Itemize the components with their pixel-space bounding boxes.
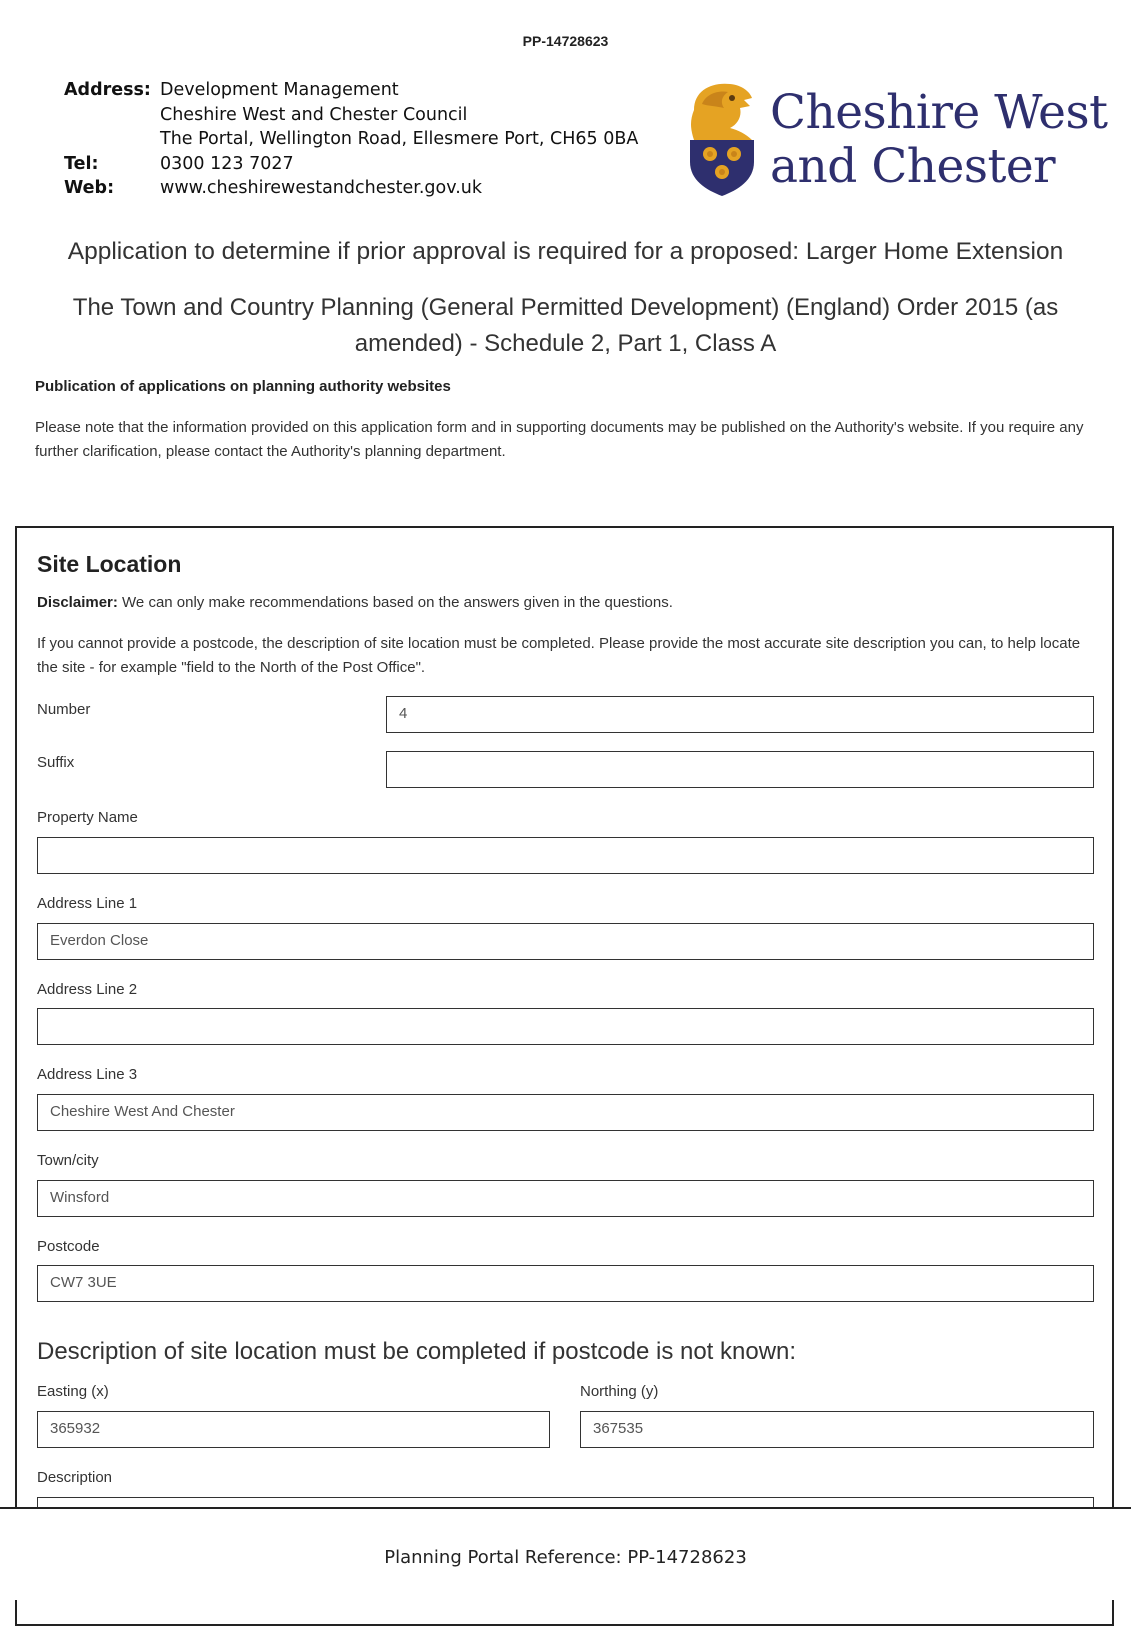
council-crest-icon: [680, 82, 760, 197]
number-label: Number: [37, 701, 91, 718]
disclaimer-text: We can only make recommendations based on the answers given in the questions.: [117, 594, 673, 611]
disclaimer-label: Disclaimer:: [37, 594, 118, 611]
address-line-1: Development Management: [160, 80, 399, 100]
page-subtitle: The Town and Country Planning (General Permitted Development) (England) Order 2015 (as amended) - Schedule 2, Part 1, Class A: [72, 294, 1059, 357]
address-label: Address:: [64, 80, 151, 100]
reference-number: PP-14728623: [522, 33, 609, 49]
address-line-3: The Portal, Wellington Road, Ellesmere Port, CH65 0BA: [160, 129, 639, 149]
council-logo: [680, 82, 1108, 202]
address-line-1-label: Address Line 1: [37, 895, 138, 912]
address-line-3-field[interactable]: Cheshire West And Chester: [37, 1094, 1094, 1131]
suffix-field[interactable]: [386, 751, 1094, 788]
property-name-label: Property Name: [37, 809, 138, 826]
site-instruction: If you cannot provide a postcode, the description of site location must be completed. Please provide the most accurate site description you can, to help locate the site - for example "field to the North of the Post Office".: [37, 635, 1081, 676]
logo-line-2: and Chester: [770, 139, 1056, 194]
section-title: Site Location: [37, 551, 182, 577]
page-title: Application to determine if prior approval is required for a proposed: Larger Home Extension: [67, 238, 1064, 265]
address-line-2: Cheshire West and Chester Council: [160, 104, 468, 125]
description-label: Description: [37, 1469, 113, 1486]
address-line-2-field[interactable]: [37, 1008, 1094, 1045]
suffix-label: Suffix: [37, 754, 75, 771]
publication-heading: Publication of applications on planning authority websites: [35, 378, 451, 395]
description-heading: Description of site location must be completed if postcode is not known:: [37, 1338, 797, 1365]
easting-field[interactable]: 365932: [37, 1411, 550, 1448]
logo-line-1: Cheshire West: [770, 85, 1108, 140]
property-name-field[interactable]: [37, 837, 1094, 874]
northing-field[interactable]: 367535: [580, 1411, 1094, 1448]
postcode-field[interactable]: CW7 3UE: [37, 1265, 1094, 1302]
address-line-3-label: Address Line 3: [37, 1066, 138, 1083]
web-address[interactable]: www.cheshirewestandchester.gov.uk: [160, 178, 482, 198]
address-line-2-label: Address Line 2: [37, 981, 138, 998]
disclaimer: [37, 594, 673, 611]
northing-label: Northing (y): [580, 1383, 659, 1400]
footer-reference: Planning Portal Reference: PP-14728623: [384, 1547, 747, 1568]
address-line-1-field[interactable]: Everdon Close: [37, 923, 1094, 960]
site-location-section: [15, 526, 1114, 1626]
council-address-block: [64, 78, 638, 201]
postcode-label: Postcode: [37, 1238, 100, 1255]
easting-label: Easting (x): [37, 1383, 109, 1400]
town-city-field[interactable]: Winsford: [37, 1180, 1094, 1217]
footer-divider: [0, 1507, 1131, 1509]
town-city-label: Town/city: [37, 1152, 99, 1169]
tel-number: 0300 123 7027: [160, 153, 294, 174]
tel-label: Tel:: [64, 153, 99, 174]
number-field[interactable]: 4: [386, 696, 1094, 733]
web-label: Web:: [64, 178, 115, 198]
publication-notice: Please note that the information provided on this application form and in supporting documents may be published on the Authority's website. If you require any further clarification, please contact the Authority's planning department.: [35, 419, 1084, 460]
